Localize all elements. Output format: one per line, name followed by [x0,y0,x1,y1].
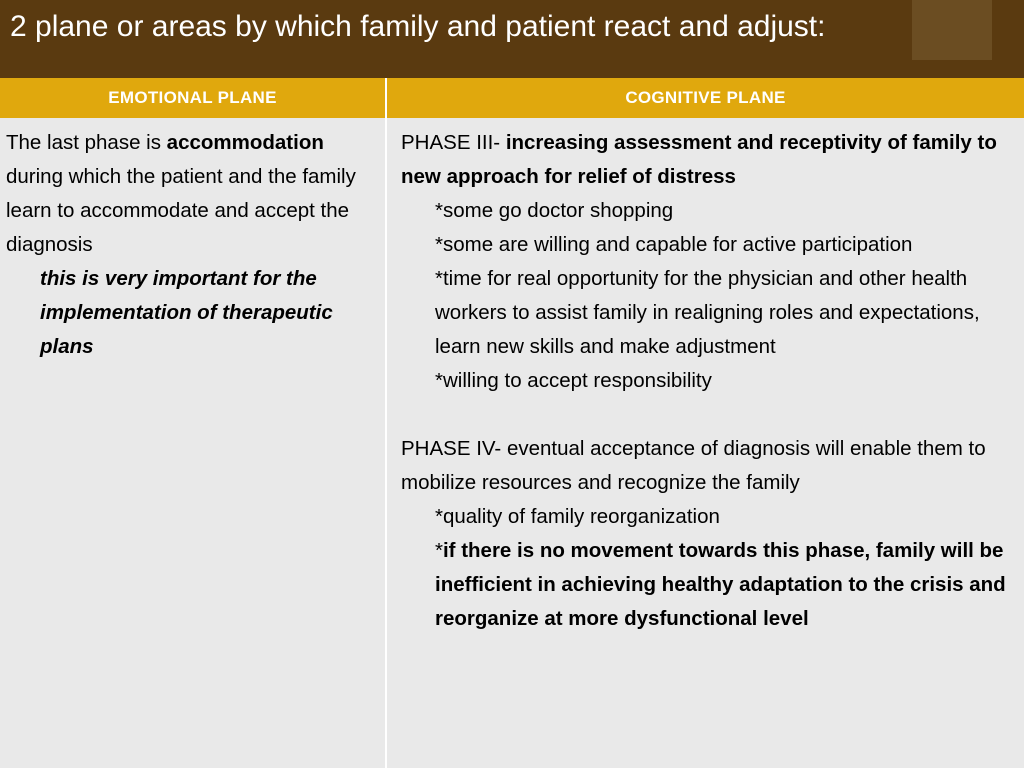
table-body-row [0,118,1024,768]
phase-iv-bullet-2-star: * [435,539,443,562]
table-header-row [0,78,1024,118]
phase-iii-description: increasing assessment and receptivity of family to new approach for relief of distress [401,131,997,188]
emotional-run-3: during which the patient and the family learn to accommodate and accept the diagnosis [6,165,356,256]
phase-iii-bullet-3: *time for real opportunity for the physician and other health workers to assist family in realigning roles and expectations, learn new skills and make adjustment [435,267,980,358]
slide-title-bar [0,0,1024,78]
phase-iv-bullet-2 [401,534,1012,636]
two-plane-table [0,78,1024,768]
emotional-run-2-accommodation: accommodation [166,131,324,154]
phase-iii-bullet-2: *some are willing and capable for active participation [435,233,913,256]
column-header-emotional-plane: EMOTIONAL PLANE [0,78,387,118]
phase-iv-heading: PHASE IV- eventual acceptance of diagnosis will enable them to mobilize resources and recognize the family [401,437,986,494]
emotional-paragraph-2: this is very important for the implementation of therapeutic plans [40,267,333,358]
phase-iii-heading [401,126,1012,194]
page-title: 2 plane or areas by which family and patient react and adjust: [10,10,826,43]
emotional-run-1: The last phase is [6,131,167,154]
phase-iii-bullet-4: *willing to accept responsibility [435,369,712,392]
paragraph-spacer [401,398,1012,432]
emotional-paragraph-1 [6,126,373,262]
phase-iv-bullet-1: *quality of family reorganization [435,505,720,528]
title-decoration-box [912,0,992,60]
cell-cognitive-plane [387,118,1024,768]
phase-iii-bullet-1: *some go doctor shopping [435,199,674,222]
cell-emotional-plane [0,118,387,768]
phase-iii-label: PHASE III- [401,131,506,154]
phase-iv-bullet-2-text: if there is no movement towards this phase, family will be inefficient in achieving healthy adaptation to the crisis and reorganize at more dysfunctional level [435,539,1006,630]
column-header-cognitive-plane: COGNITIVE PLANE [625,88,786,107]
